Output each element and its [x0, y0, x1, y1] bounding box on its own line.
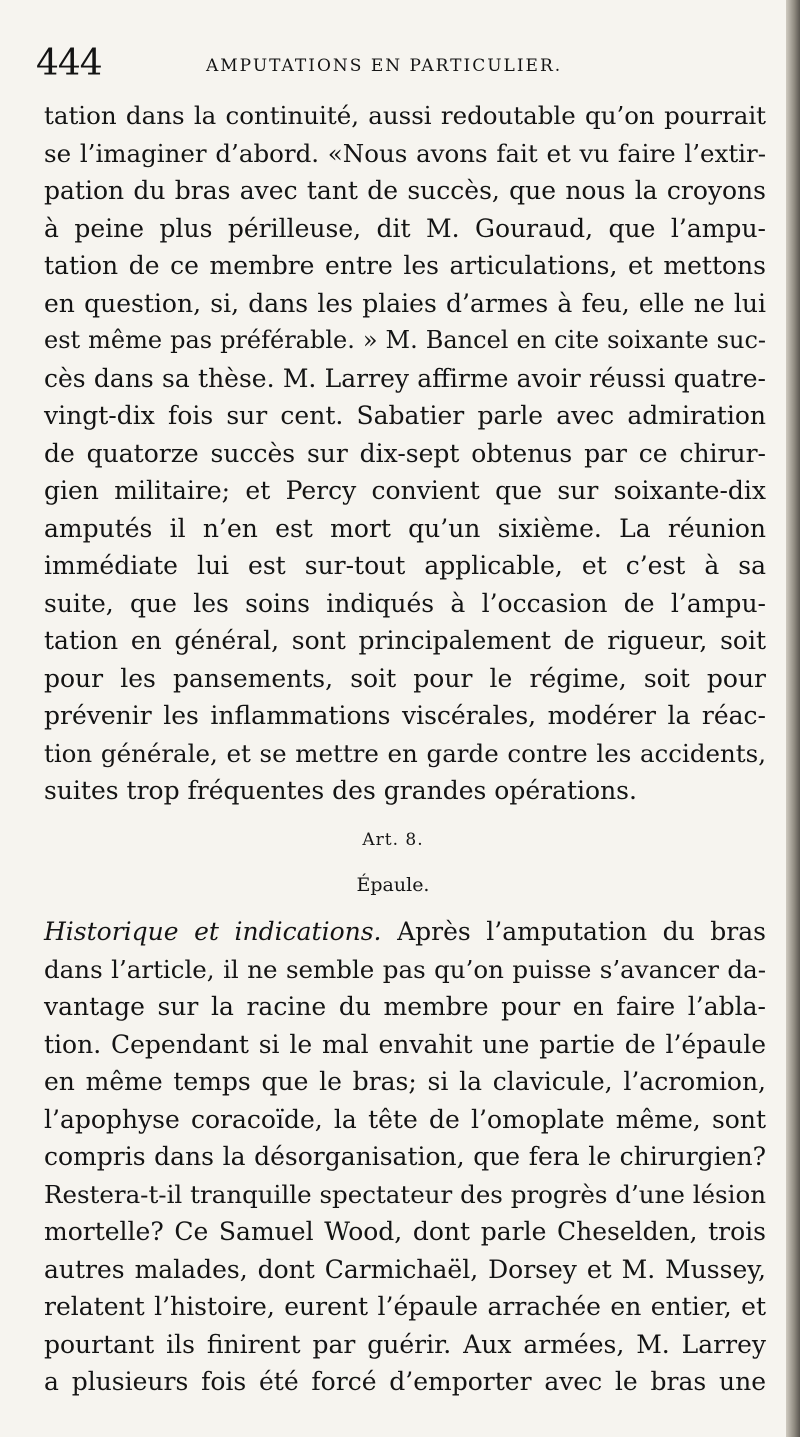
text-line: à peine plus périlleuse, dit M. Gouraud, que l’ampu- [44, 213, 766, 243]
article-title: Épaule. [356, 874, 430, 896]
text-line: relatent l’histoire, eurent l’épaule arrachée en entier, et [44, 1292, 766, 1321]
binding-edge [786, 0, 800, 1437]
text-line: l’apophyse coracoïde, la tête de l’omoplate même, sont [44, 1104, 766, 1134]
text-line: en même temps que le bras; si la clavicule, l’acromion, [44, 1067, 766, 1096]
text-line: tion. Cependant si le mal envahit une partie de l’épaule [44, 1029, 766, 1059]
running-title: AMPUTATIONS EN PARTICULIER. [206, 56, 563, 76]
text-line: prévenir les inflammations viscérales, modérer la réac- [44, 701, 766, 730]
text-line: pation du bras avec tant de succès, que nous la croyons [44, 176, 766, 205]
text-line: est même pas préférable. » M. Bancel en cite soixante suc- [44, 326, 766, 354]
section-lead-italic: Historique et indications. [44, 917, 382, 946]
text-line: vantage sur la racine du membre pour en faire l’abla- [44, 992, 766, 1021]
text-line: autres malades, dont Carmichaël, Dorsey et M. Mussey, [44, 1254, 766, 1284]
text-line: suite, que les soins indiqués à l’occasion de l’ampu- [44, 588, 766, 618]
article-number: Art. 8. [362, 830, 424, 850]
text-line: dans l’article, il ne semble pas qu’on puisse s’avancer da- [44, 954, 766, 984]
text-line: vingt-dix fois sur cent. Sabatier parle avec admiration [44, 401, 766, 430]
text-line: pour les pansements, soit pour le régime, soit pour [44, 663, 766, 693]
text-line-first [44, 913, 766, 951]
text-line: compris dans la désorganisation, que fera le chirurgien? [44, 1142, 766, 1171]
text-line: tation de ce membre entre les articulations, et mettons [44, 251, 766, 280]
text-line: suites trop fréquentes des grandes opérations. [44, 776, 637, 805]
page-header [36, 44, 756, 84]
text-line: en question, si, dans les plaies d’armes à feu, elle ne lui [44, 288, 766, 318]
paragraph-historique [44, 913, 766, 1401]
text-line: se l’imaginer d’abord. «Nous avons fait et vu faire l’extir- [44, 138, 766, 168]
text-line: cès dans sa thèse. M. Larrey affirme avoir réussi quatre- [44, 363, 766, 393]
text-line: tion générale, et se mettre en garde contre les accidents, [44, 738, 766, 768]
text-line: pourtant ils finirent par guérir. Aux armées, M. Larrey [44, 1329, 766, 1359]
text-line: gien militaire; et Percy convient que sur soixante-dix [44, 476, 766, 505]
first-line-rest: Après l’amputation du bras [381, 917, 766, 946]
text-line: de quatorze succès sur dix-sept obtenus par ce chirur- [44, 438, 766, 468]
page-number: 444 [36, 43, 102, 84]
text-line: amputés il n’en est mort qu’un sixième. La réunion [44, 513, 766, 543]
paragraph-continuation [44, 97, 766, 810]
text-line: immédiate lui est sur-tout applicable, et c’est à sa [44, 551, 766, 580]
text-line: tation en général, sont principalement de rigueur, soit [44, 626, 766, 655]
text-line: tation dans la continuité, aussi redoutable qu’on pourrait [44, 101, 766, 130]
text-line: mortelle? Ce Samuel Wood, dont parle Cheselden, trois [44, 1217, 766, 1246]
text-line: Restera-t-il tranquille spectateur des progrès d’une lésion [44, 1179, 766, 1209]
text-line: a plusieurs fois été forcé d’emporter avec le bras une [44, 1367, 766, 1396]
